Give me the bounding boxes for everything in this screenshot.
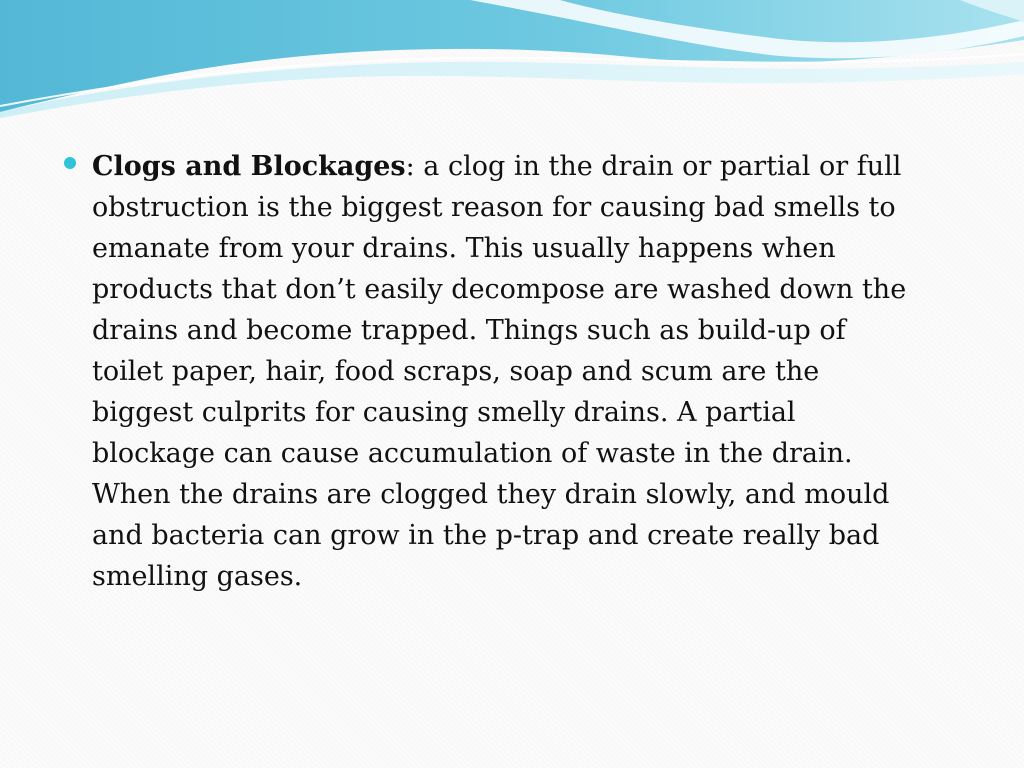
slide-content xyxy=(64,146,924,597)
bullet-term: Clogs and Blockages xyxy=(92,151,406,182)
bullet-dot-icon xyxy=(64,157,76,169)
header-wave-graphic xyxy=(0,0,1024,120)
bullet-text: : a clog in the drain or partial or full obstruction is the biggest reason for causing bad smells to emanate from your drains. This usually happens when products that don’t easily decompose are washed down the drains and become trapped. Things such as build-up of toilet paper, hair, food scraps, soap and scum are the biggest culprits for causing smelly drains. A partial blockage can cause accumulation of waste in the drain. When the drains are clogged they drain slowly, and mould and bacteria can grow in the p-trap and create really bad smelling gases. xyxy=(92,151,907,592)
bullet-paragraph xyxy=(92,146,912,597)
bullet-item xyxy=(64,146,924,597)
